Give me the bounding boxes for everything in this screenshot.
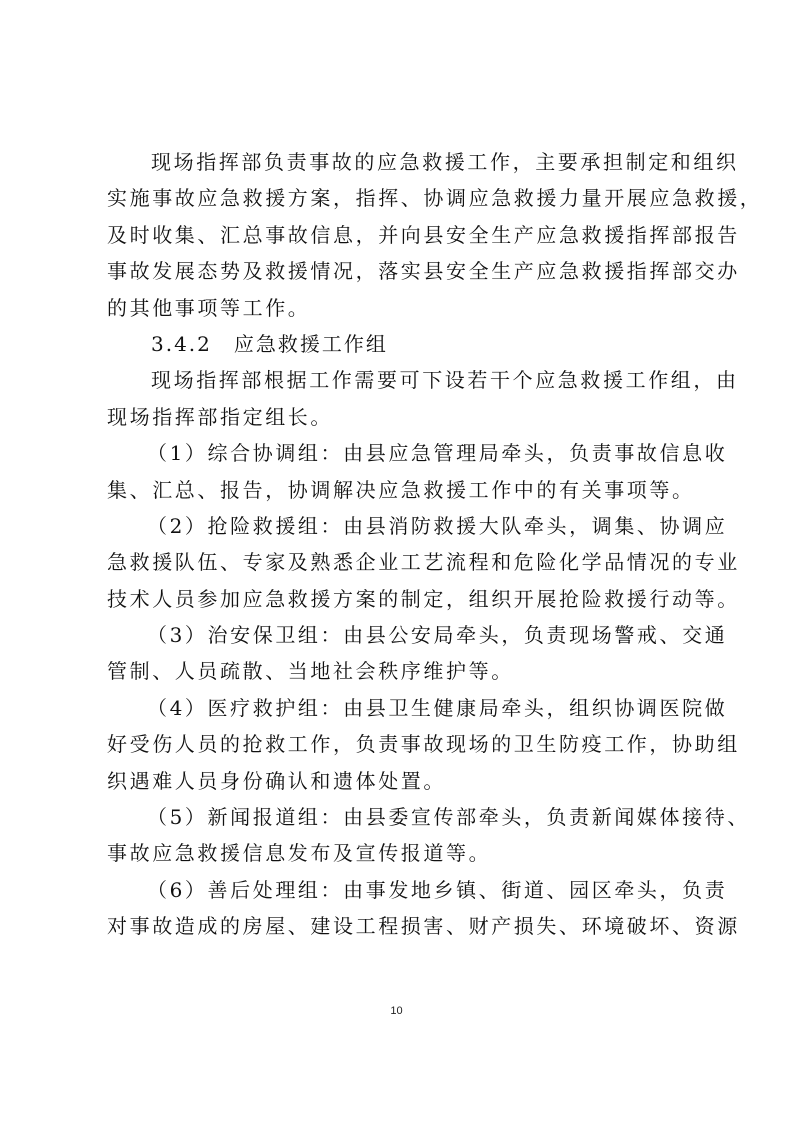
text-line: 管制、人员疏散、当地社会秩序维护等。 — [107, 659, 514, 684]
paragraph-group-2 — [107, 508, 740, 617]
paragraph-group-3 — [107, 617, 728, 690]
section-heading: 3.4.2 应急救援工作组 — [151, 331, 388, 356]
text-line: （6）善后处理组：由事发地乡镇、街道、园区牵头，负责 — [147, 877, 728, 902]
paragraph-group-6 — [107, 872, 740, 945]
text-line: （2）抢险救援组：由县消防救援大队牵头，调集、协调应 — [147, 513, 728, 538]
text-line: 好受伤人员的抢救工作，负责事故现场的卫生防疫工作，协助组 — [107, 732, 740, 757]
text-line: 及时收集、汇总事故信息，并向县安全生产应急救援指挥部报告 — [107, 222, 740, 247]
paragraph-group-1 — [107, 435, 728, 508]
text-line: 集、汇总、报告，协调解决应急救援工作中的有关事项等。 — [107, 477, 695, 502]
paragraph-group-5 — [107, 799, 750, 872]
text-line: 现场指挥部负责事故的应急救援工作，主要承担制定和组织 — [151, 150, 739, 174]
paragraph-working-groups-intro — [107, 362, 739, 435]
text-line: 对事故造成的房屋、建设工程损害、财产损失、环境破坏、资源 — [107, 914, 740, 939]
paragraph-command-duties — [107, 144, 763, 326]
paragraph-group-4 — [107, 690, 740, 799]
text-line: 现场指挥部根据工作需要可下设若干个应急救援工作组，由 — [151, 368, 739, 393]
text-line: （4）医疗救护组：由县卫生健康局牵头，组织协调医院做 — [147, 695, 728, 720]
text-line: 急救援队伍、专家及熟悉企业工艺流程和危险化学品情况的专业 — [107, 550, 740, 575]
document-body — [107, 144, 763, 945]
text-line: 实施事故应急救援方案，指挥、协调应急救援力量开展应急救援， — [107, 186, 763, 211]
text-line: 事故应急救援信息发布及宣传报道等。 — [107, 841, 492, 866]
text-line: （5）新闻报道组：由县委宣传部牵头，负责新闻媒体接待、 — [147, 805, 750, 830]
page-number: 10 — [390, 1005, 403, 1017]
text-line: 事故发展态势及救援情况，落实县安全生产应急救援指挥部交办 — [107, 259, 740, 284]
text-line: （3）治安保卫组：由县公安局牵头，负责现场警戒、交通 — [147, 623, 728, 648]
text-line: 技术人员参加应急救援方案的制定，组织开展抢险救援行动等。 — [107, 586, 740, 611]
text-line: 织遇难人员身份确认和遗体处置。 — [107, 768, 446, 793]
text-line: （1）综合协调组：由县应急管理局牵头，负责事故信息收 — [147, 441, 728, 466]
text-line: 的其他事项等工作。 — [107, 295, 311, 320]
text-line: 现场指挥部指定组长。 — [107, 404, 333, 429]
